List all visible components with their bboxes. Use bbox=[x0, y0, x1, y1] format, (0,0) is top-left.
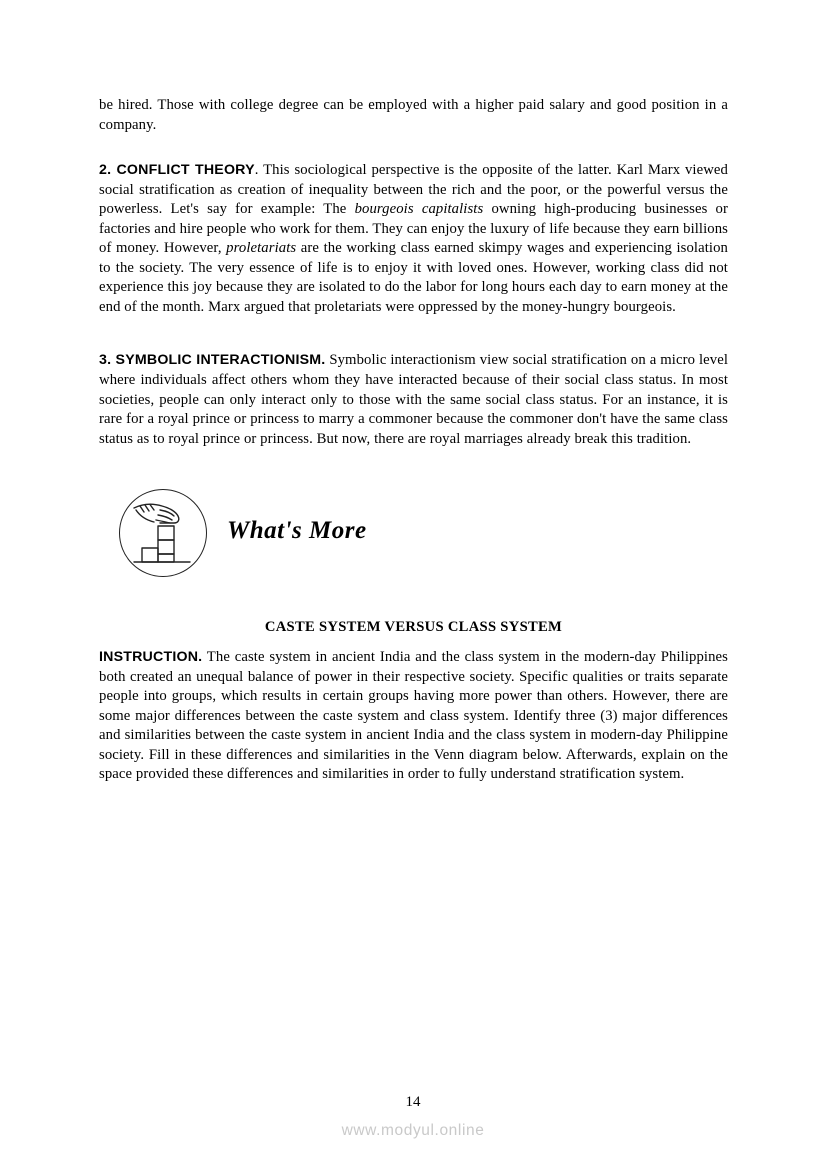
page-content bbox=[99, 96, 728, 785]
instruction-text: The caste system in ancient India and the class system in the modern-day Philippines both created an unequal balance of power in their respective society. Specific qualities or traits separate people into groups, which results in certain groups having more power than others. However, there are some major differences between the caste system and class system. Identify three (3) major differences and similarities between the caste system in ancient India and the class system in modern-day Philippine society. Fill in these differences and similarities in the Venn diagram below. Afterwards, explain on the space provided these differences and similarities in order to fully understand stratification system. bbox=[99, 649, 728, 783]
activity-title: CASTE SYSTEM VERSUS CLASS SYSTEM bbox=[264, 619, 563, 636]
symbolic-interactionism-text: Symbolic interactionism view social stratification on a micro level where individuals affect others whom they have interacted because of their social class status. In most societies, people can only interact only to those with the same social class status. For an instance, it is rare for a royal prince or princess to marry a commoner because the commoner don't have the same class status as to royal prince or princess. But now, there are royal marriages already break this tradition. bbox=[99, 352, 729, 447]
conflict-theory-text-3: are the working class earned skimpy wages and experiencing isolation to the society. The very essence of life is to enjoy it with loved ones. However, working class did not experience this joy because they are isolated to do the labor for long hours each day to earn money at the end of the month. Marx argued that proletariats were oppressed by the money-hungry bourgeois. bbox=[99, 240, 728, 315]
conflict-theory-italic-2: proletariats bbox=[226, 240, 297, 257]
page-number: 14 bbox=[405, 1094, 421, 1110]
hand-stacking-blocks-icon bbox=[119, 489, 207, 577]
conflict-theory-text-2: owning high-producing businesses or factories and hire people who work for them. They can enjoy the luxury of life because they earn billions of money. However, bbox=[99, 201, 728, 257]
symbolic-interactionism-heading: 3. SYMBOLIC INTERACTIONISM. bbox=[99, 352, 326, 369]
paragraph-symbolic-interactionism bbox=[99, 351, 728, 449]
whats-more-banner bbox=[99, 489, 728, 593]
instruction-heading: INSTRUCTION. bbox=[99, 649, 203, 666]
section-title: What's More bbox=[227, 517, 367, 545]
spacer bbox=[99, 135, 728, 161]
conflict-theory-heading: 2. CONFLICT THEORY bbox=[99, 162, 255, 179]
paragraph-instruction bbox=[99, 648, 728, 785]
conflict-theory-text-1: . This sociological perspective is the opposite of the latter. Karl Marx viewed social stratification as creation of inequality between the rich and the poor, or the powerful versus the powerless. Let's say for example: The bbox=[99, 162, 728, 218]
paragraph-continued: be hired. Those with college degree can be employed with a higher paid salary and good position in a company. bbox=[99, 97, 728, 133]
conflict-theory-italic-1: bourgeois capitalists bbox=[354, 201, 484, 218]
paragraph-conflict-theory bbox=[99, 161, 728, 317]
spacer bbox=[99, 636, 728, 648]
spacer bbox=[99, 317, 728, 351]
watermark: www.modyul.online bbox=[341, 1122, 485, 1139]
